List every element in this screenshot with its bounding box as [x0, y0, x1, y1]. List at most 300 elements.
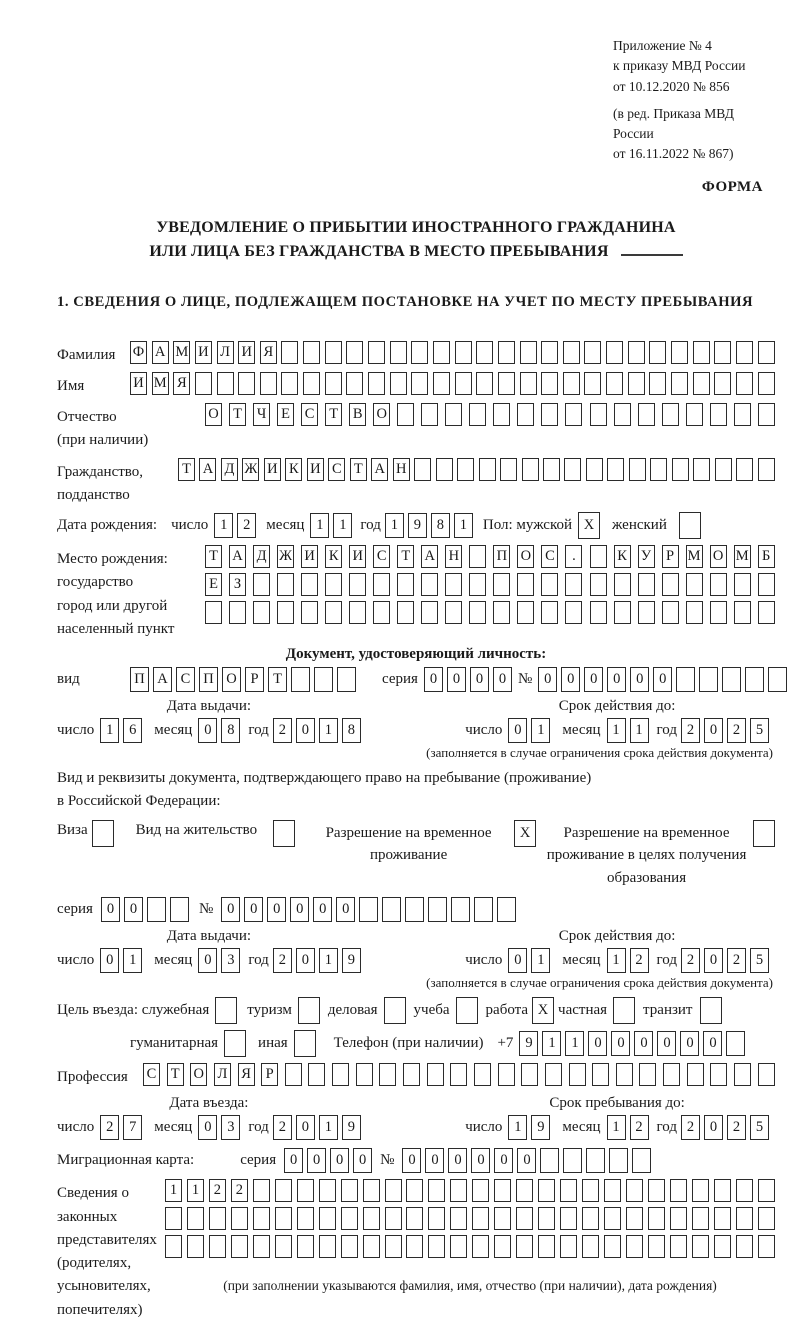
- char-cell: X: [532, 997, 554, 1024]
- day-label: число: [57, 952, 95, 968]
- char-cell: 1: [319, 948, 338, 973]
- char-cell: [469, 403, 486, 426]
- char-cell: [687, 1063, 704, 1086]
- sex-female-label: женский: [612, 517, 667, 533]
- char-cell: [736, 458, 753, 481]
- char-cell: [613, 997, 635, 1024]
- char-cell: [715, 458, 732, 481]
- char-cell: 5: [750, 718, 769, 743]
- document-title: [57, 216, 775, 264]
- sex-male-label: Пол: мужской: [482, 517, 573, 533]
- char-cell: [714, 341, 731, 364]
- char-cell: [710, 573, 727, 596]
- res-issue-col: [57, 928, 361, 973]
- char-cell: [494, 1207, 511, 1230]
- char-cell: [231, 1207, 248, 1230]
- char-cell: У: [638, 545, 655, 568]
- char-cell: [337, 667, 356, 692]
- char-cell: [450, 1235, 467, 1258]
- char-cell: 0: [704, 718, 723, 743]
- char-cell: [736, 1235, 753, 1258]
- char-cell: 0: [517, 1148, 536, 1173]
- char-cell: [541, 372, 558, 395]
- entry-date-heading: Дата въезда:: [169, 1095, 249, 1112]
- residence-permit-label: Вид на жительство: [135, 821, 258, 838]
- char-cell: 0: [471, 1148, 490, 1173]
- char-cell: [516, 1207, 533, 1230]
- char-cell: 8: [431, 513, 450, 538]
- char-cell: [428, 1235, 445, 1258]
- char-cell: [373, 601, 390, 624]
- char-cell: [397, 403, 414, 426]
- char-cell: 2: [681, 1115, 700, 1140]
- char-cell: 5: [750, 1115, 769, 1140]
- profession-row: [57, 1063, 775, 1089]
- char-cell: [569, 1063, 586, 1086]
- month-label: месяц: [562, 952, 601, 968]
- char-cell: [758, 573, 775, 596]
- char-cell: [560, 1179, 577, 1202]
- char-cell: Ч: [253, 403, 270, 426]
- char-cell: [474, 897, 493, 922]
- char-cell: [614, 573, 631, 596]
- char-cell: 0: [470, 667, 489, 692]
- char-cell: О: [517, 545, 534, 568]
- temp-residence-checkbox: [514, 820, 536, 847]
- month-label: месяц: [562, 722, 601, 738]
- char-cell: И: [307, 458, 324, 481]
- char-cell: 0: [494, 1148, 513, 1173]
- char-cell: [476, 372, 493, 395]
- char-cell: [498, 1063, 515, 1086]
- char-cell: 2: [727, 948, 746, 973]
- char-cell: [298, 997, 320, 1024]
- purpose-business-label: деловая: [327, 1002, 378, 1018]
- char-cell: [692, 1235, 709, 1258]
- char-cell: А: [229, 545, 246, 568]
- char-cell: [215, 997, 237, 1024]
- char-cell: 2: [273, 1115, 292, 1140]
- citizenship-label-line2: подданство: [57, 486, 130, 503]
- doc-type-cells: [130, 667, 356, 692]
- char-cell: [359, 897, 378, 922]
- char-cell: [604, 1235, 621, 1258]
- char-cell: О: [205, 403, 222, 426]
- char-cell: [582, 1235, 599, 1258]
- char-cell: [277, 601, 294, 624]
- entry-year-cells: [273, 1115, 361, 1140]
- char-cell: 9: [519, 1031, 538, 1056]
- char-cell: 1: [630, 718, 649, 743]
- char-cell: 0: [607, 667, 626, 692]
- char-cell: 0: [704, 948, 723, 973]
- char-cell: [734, 601, 751, 624]
- temp-residence-edu-checkbox: [753, 820, 775, 847]
- char-cell: [281, 341, 298, 364]
- identity-doc-heading: Документ, удостоверяющий личность:: [285, 646, 547, 662]
- purpose-work-label: работа: [485, 1002, 529, 1018]
- char-cell: П: [493, 545, 510, 568]
- char-cell: [92, 820, 114, 847]
- birthplace-label-line4: населенный пункт: [57, 620, 175, 637]
- year-label: год: [248, 952, 269, 968]
- char-cell: 0: [267, 897, 286, 922]
- legal-reps-label-line: Сведения о: [57, 1185, 129, 1202]
- char-cell: [428, 1207, 445, 1230]
- char-cell: 1: [542, 1031, 561, 1056]
- char-cell: А: [152, 341, 169, 364]
- char-cell: [768, 667, 787, 692]
- char-cell: [607, 458, 624, 481]
- char-cell: 2: [630, 948, 649, 973]
- char-cell: [582, 1207, 599, 1230]
- char-cell: [628, 341, 645, 364]
- char-cell: П: [130, 667, 149, 692]
- char-cell: [671, 372, 688, 395]
- char-cell: [541, 573, 558, 596]
- mig-series-cells: [284, 1148, 372, 1173]
- char-cell: 1: [531, 948, 550, 973]
- char-cell: [224, 1030, 246, 1057]
- char-cell: [253, 1235, 270, 1258]
- surname-cells: [130, 341, 775, 364]
- char-cell: И: [130, 372, 147, 395]
- year-label: год: [656, 952, 677, 968]
- char-cell: [253, 573, 270, 596]
- char-cell: 2: [681, 948, 700, 973]
- char-cell: [565, 403, 582, 426]
- entry-date-line: [57, 1115, 361, 1140]
- visa-label: Виза: [57, 821, 88, 838]
- char-cell: М: [686, 545, 703, 568]
- char-cell: [479, 458, 496, 481]
- char-cell: [421, 601, 438, 624]
- res-issue-heading: Дата выдачи:: [166, 928, 252, 944]
- legal-reps-label-line: (родителях,: [57, 1255, 132, 1271]
- char-cell: А: [153, 667, 172, 692]
- char-cell: [714, 1235, 731, 1258]
- char-cell: [592, 1063, 609, 1086]
- char-cell: [758, 341, 775, 364]
- char-cell: К: [614, 545, 631, 568]
- char-cell: [356, 1063, 373, 1086]
- char-cell: [476, 341, 493, 364]
- char-cell: [493, 573, 510, 596]
- char-cell: [736, 372, 753, 395]
- char-cell: [494, 1235, 511, 1258]
- char-cell: [450, 1179, 467, 1202]
- char-cell: 0: [198, 718, 217, 743]
- char-cell: 1: [607, 718, 626, 743]
- char-cell: [406, 1179, 423, 1202]
- char-cell: [253, 1207, 270, 1230]
- char-cell: 2: [273, 718, 292, 743]
- char-cell: [628, 372, 645, 395]
- char-cell: [648, 1235, 665, 1258]
- char-cell: [229, 601, 246, 624]
- char-cell: [368, 372, 385, 395]
- purpose-transit-label: транзит: [643, 1002, 693, 1018]
- char-cell: Т: [178, 458, 195, 481]
- char-cell: 0: [402, 1148, 421, 1173]
- char-cell: Т: [167, 1063, 184, 1086]
- char-cell: [638, 573, 655, 596]
- char-cell: 0: [493, 667, 512, 692]
- residence-doc-line1: Вид и реквизиты документа, подтверждающего право на пребывание (проживание): [57, 770, 592, 786]
- char-cell: Р: [261, 1063, 278, 1086]
- doc-valid-note: (заполняется в случае ограничения срока действия документа): [426, 745, 773, 760]
- char-cell: 0: [307, 1148, 326, 1173]
- char-cell: [379, 1063, 396, 1086]
- char-cell: [671, 341, 688, 364]
- res-issue-month-cells: [198, 948, 240, 973]
- char-cell: [734, 1063, 751, 1086]
- char-cell: 2: [100, 1115, 119, 1140]
- char-cell: [217, 372, 234, 395]
- char-cell: [517, 573, 534, 596]
- res-valid-heading: Срок действия до:: [558, 928, 676, 944]
- char-cell: [346, 341, 363, 364]
- stay-until-col: [465, 1095, 769, 1140]
- char-cell: Я: [260, 341, 277, 364]
- char-cell: [662, 403, 679, 426]
- birthplace-cells-line3: [205, 601, 775, 624]
- char-cell: [341, 1235, 358, 1258]
- birthplace-cells-stack: [205, 545, 775, 629]
- year-label: год: [656, 1119, 677, 1136]
- appendix-block: [613, 36, 775, 165]
- purpose-transit-checkbox: [700, 997, 722, 1024]
- patronymic-label-line2: (при наличии): [57, 432, 149, 449]
- doc-number-cells: [538, 667, 787, 692]
- char-cell: [253, 1179, 270, 1202]
- purpose-humanitarian-checkbox: [224, 1030, 246, 1057]
- char-cell: 5: [750, 948, 769, 973]
- birthplace-cells-line1: [205, 545, 775, 568]
- residence-doc-paragraph: [57, 767, 775, 814]
- doc-series-cells: [424, 667, 512, 692]
- char-cell: [147, 897, 166, 922]
- doc-issue-col: [57, 698, 361, 743]
- char-cell: Т: [268, 667, 287, 692]
- char-cell: [699, 667, 718, 692]
- citizenship-label: [57, 458, 178, 508]
- char-cell: Т: [350, 458, 367, 481]
- char-cell: [632, 1148, 651, 1173]
- char-cell: [433, 341, 450, 364]
- char-cell: [517, 403, 534, 426]
- char-cell: [629, 458, 646, 481]
- residence-doc-series-row: [57, 897, 775, 922]
- legal-reps-label-line: представителях: [57, 1231, 157, 1248]
- char-cell: [541, 601, 558, 624]
- char-cell: 0: [630, 667, 649, 692]
- char-cell: 8: [342, 718, 361, 743]
- char-cell: С: [541, 545, 558, 568]
- char-cell: [450, 1063, 467, 1086]
- char-cell: 9: [531, 1115, 550, 1140]
- char-cell: О: [710, 545, 727, 568]
- char-cell: О: [373, 403, 390, 426]
- char-cell: [436, 458, 453, 481]
- char-cell: Ж: [277, 545, 294, 568]
- char-cell: [294, 1030, 316, 1057]
- char-cell: [433, 372, 450, 395]
- char-cell: [390, 341, 407, 364]
- char-cell: 1: [508, 1115, 527, 1140]
- char-cell: 0: [296, 1115, 315, 1140]
- char-cell: [385, 1207, 402, 1230]
- char-cell: Р: [662, 545, 679, 568]
- char-cell: [626, 1207, 643, 1230]
- char-cell: [538, 1235, 555, 1258]
- patronymic-label-line1: Отчество: [57, 409, 117, 425]
- char-cell: 0: [425, 1148, 444, 1173]
- purpose-intro-label: Цель въезда: служебная: [57, 1002, 210, 1018]
- char-cell: [405, 897, 424, 922]
- char-cell: [538, 1179, 555, 1202]
- char-cell: [277, 573, 294, 596]
- char-cell: [662, 573, 679, 596]
- char-cell: .: [565, 545, 582, 568]
- char-cell: [650, 458, 667, 481]
- name-cells: [130, 372, 775, 395]
- char-cell: [187, 1235, 204, 1258]
- char-cell: [565, 601, 582, 624]
- char-cell: [734, 573, 751, 596]
- char-cell: [319, 1179, 336, 1202]
- char-cell: [604, 1179, 621, 1202]
- res-valid-line: [465, 948, 769, 973]
- char-cell: 0: [657, 1031, 676, 1056]
- char-cell: [421, 403, 438, 426]
- legal-reps-label-line: усыновителях,: [57, 1278, 151, 1295]
- char-cell: М: [734, 545, 751, 568]
- citizenship-label-line1: Гражданство,: [57, 463, 144, 480]
- char-cell: [406, 1235, 423, 1258]
- char-cell: [692, 1179, 709, 1202]
- char-cell: [758, 1063, 775, 1086]
- char-cell: [543, 458, 560, 481]
- char-cell: [714, 372, 731, 395]
- birthdate-label: Дата рождения:: [57, 517, 158, 533]
- char-cell: 0: [296, 948, 315, 973]
- appendix-edition-line: от 16.11.2022 № 867): [613, 146, 734, 162]
- char-cell: [238, 372, 255, 395]
- profession-cells: [143, 1063, 775, 1086]
- temp-residence-label: Разрешение на временное проживание: [325, 824, 492, 863]
- purpose-other-label: иная: [258, 1035, 288, 1051]
- char-cell: Т: [325, 403, 342, 426]
- char-cell: [397, 573, 414, 596]
- purpose-work-checkbox: [532, 997, 554, 1024]
- char-cell: Л: [217, 341, 234, 364]
- char-cell: [469, 601, 486, 624]
- birthplace-label-line1: Место рождения:: [57, 551, 168, 567]
- char-cell: 7: [123, 1115, 142, 1140]
- phone-prefix: +7: [497, 1035, 514, 1051]
- res-valid-month-cells: [607, 948, 649, 973]
- purpose-business-checkbox: [384, 997, 406, 1024]
- res-valid-day-cells: [508, 948, 550, 973]
- char-cell: [275, 1179, 292, 1202]
- char-cell: 0: [100, 948, 119, 973]
- appendix-edition-line: (в ред. Приказа МВД России: [613, 105, 734, 141]
- purpose-row-1: [57, 997, 775, 1024]
- char-cell: [273, 820, 295, 847]
- char-cell: [693, 458, 710, 481]
- citizenship-cells: [178, 458, 775, 481]
- char-cell: А: [199, 458, 216, 481]
- char-cell: [325, 372, 342, 395]
- char-cell: 0: [313, 897, 332, 922]
- name-row: [57, 372, 775, 398]
- migration-card-row: [57, 1148, 775, 1173]
- char-cell: [308, 1063, 325, 1086]
- char-cell: 0: [424, 667, 443, 692]
- char-cell: 2: [237, 513, 256, 538]
- year-label: год: [360, 517, 381, 533]
- char-cell: [710, 403, 727, 426]
- char-cell: 3: [221, 948, 240, 973]
- char-cell: А: [371, 458, 388, 481]
- birthplace-cells-line2: [205, 573, 775, 596]
- char-cell: [638, 601, 655, 624]
- char-cell: [609, 1148, 628, 1173]
- char-cell: [325, 573, 342, 596]
- char-cell: [319, 1207, 336, 1230]
- char-cell: [692, 1207, 709, 1230]
- day-label: число: [57, 1119, 95, 1136]
- day-label: число: [57, 722, 95, 738]
- purpose-study-label: учеба: [413, 1002, 450, 1018]
- form-marker: ФОРМА: [701, 178, 763, 195]
- char-cell: 0: [447, 667, 466, 692]
- char-cell: [714, 1207, 731, 1230]
- char-cell: [349, 601, 366, 624]
- char-cell: [285, 1063, 302, 1086]
- char-cell: Н: [393, 458, 410, 481]
- char-cell: [385, 1235, 402, 1258]
- birth-day-cells: [214, 513, 256, 538]
- char-cell: [445, 573, 462, 596]
- char-cell: 9: [342, 948, 361, 973]
- char-cell: [520, 341, 537, 364]
- section-1-heading: 1. СВЕДЕНИЯ О ЛИЦЕ, ПОДЛЕЖАЩЕМ ПОСТАНОВКЕ НА УЧЕТ ПО МЕСТУ ПРЕБЫВАНИЯ: [57, 293, 754, 310]
- char-cell: [606, 341, 623, 364]
- char-cell: [662, 601, 679, 624]
- char-cell: 2: [681, 718, 700, 743]
- char-cell: X: [514, 820, 536, 847]
- doc-valid-heading: Срок действия до:: [558, 698, 676, 714]
- char-cell: 0: [588, 1031, 607, 1056]
- char-cell: [457, 458, 474, 481]
- char-cell: [710, 1063, 727, 1086]
- char-cell: 1: [319, 718, 338, 743]
- citizenship-row: [57, 458, 775, 508]
- doc-valid-day-cells: [508, 718, 550, 743]
- char-cell: [626, 1235, 643, 1258]
- char-cell: [586, 458, 603, 481]
- char-cell: [541, 341, 558, 364]
- legal-reps-note: (при заполнении указываются фамилия, имя, отчество (при наличии), дата рождения): [223, 1278, 717, 1294]
- char-cell: [170, 897, 189, 922]
- res-series-label: серия: [57, 901, 93, 917]
- char-cell: [493, 403, 510, 426]
- doc-dates-row: [57, 698, 775, 743]
- char-cell: [303, 341, 320, 364]
- char-cell: 1: [214, 513, 233, 538]
